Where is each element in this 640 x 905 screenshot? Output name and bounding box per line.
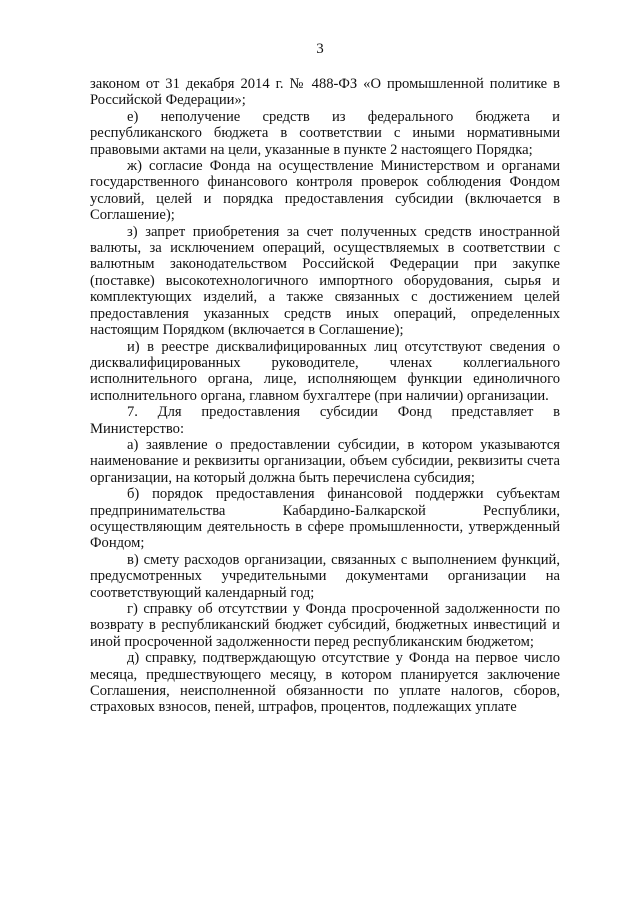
- paragraph-law-reference: законом от 31 декабря 2014 г. № 488-ФЗ «О промышленной политике в Российской Федерации»;: [90, 76, 560, 109]
- paragraph-item-d: д) справку, подтверждающую отсутствие у Фонда на первое число месяца, предшествующего месяцу, в котором планируется заключение Соглашения, неисполненной обязанности по уплате налогов, сборов, страховых взносов, пеней, штрафов, процентов, подлежащих уплате: [90, 650, 560, 716]
- paragraph-item-b: б) порядок предоставления финансовой поддержки субъектам предпринимательства Кабардино-Балкарской Республики, осуществляющим деятельность в сфере промышленности, утвержденный Фондом;: [90, 486, 560, 552]
- paragraph-item-e: е) неполучение средств из федерального бюджета и республиканского бюджета в соответствии с иными нормативными правовыми актами на цели, указанные в пункте 2 настоящего Порядка;: [90, 108, 560, 158]
- paragraph-item-z: з) запрет приобретения за счет полученных средств иностранной валюты, за исключением операций, осуществляемых в соответствии с валютным законодательством Российской Федерации при закупке (поставке) высокотехнологичного импортного оборудования, сырья и комплектующих изделий, а также связанных с достижением целей предоставления указанных средств иных операций, определенных настоящим Порядком (включается в Соглашение);: [90, 223, 560, 339]
- paragraph-item-zh: ж) согласие Фонда на осуществление Министерством и органами государственного финансового контроля проверок соблюдения Фондом условий, целей и порядка предоставления субсидии (включается в Соглашение);: [90, 158, 560, 224]
- paragraph-item-v: в) смету расходов организации, связанных с выполнением функций, предусмотренных учредительными документами организации на соответствующий календарный год;: [90, 551, 560, 601]
- paragraph-item-i: и) в реестре дисквалифицированных лиц отсутствуют сведения о дисквалифицированных руководителе, членах коллегиального исполнительного органа, лице, исполняющем функции единоличного исполнительного органа, главном бухгалтере (при наличии) организации.: [90, 338, 560, 404]
- paragraph-item-a: а) заявление о предоставлении субсидии, в котором указываются наименование и реквизиты организации, объем субсидии, реквизиты счета организации, на который должна быть перечислена субсидия;: [90, 436, 560, 486]
- document-body: [90, 76, 560, 716]
- paragraph-section-7: 7. Для предоставления субсидии Фонд представляет в Министерство:: [90, 404, 560, 437]
- paragraph-item-g: г) справку об отсутствии у Фонда просроченной задолженности по возврату в республиканский бюджет субсидий, бюджетных инвестиций и иной просроченной задолженности перед республиканским бюджетом;: [90, 601, 560, 650]
- page-number: 3: [316, 41, 324, 57]
